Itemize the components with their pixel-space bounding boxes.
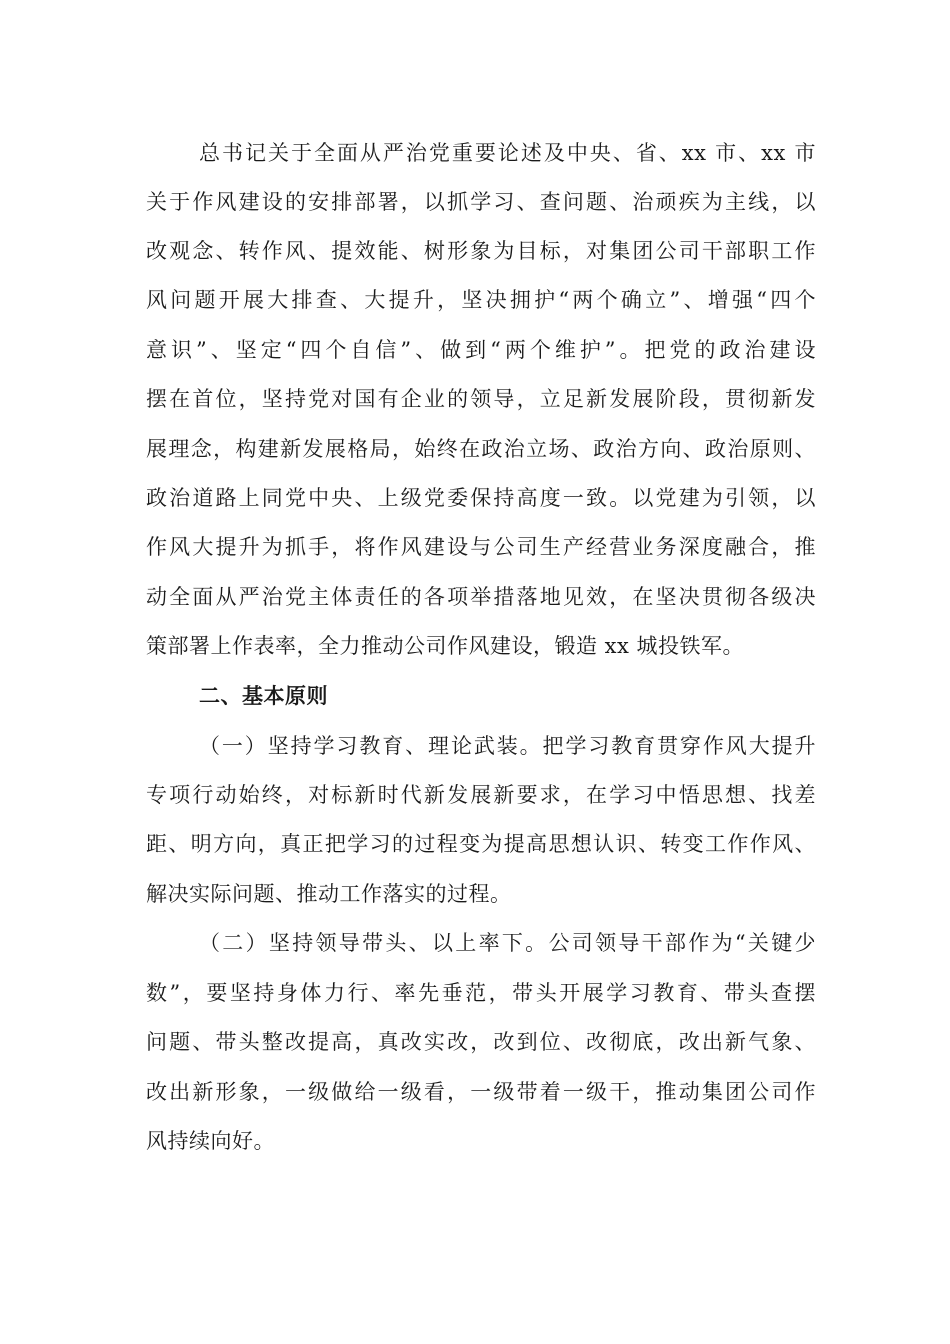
paragraph-1-line-11: 策部署上作表率，全力推动公司作风建设，锻造 xx 城投铁军。 [146,634,745,658]
paragraph-3-line-2: 数”，要坚持身体力行、率先垂范，带头开展学习教育、带头查摆 [146,981,816,1005]
paragraph-3-line-3: 问题、带头整改提高，真改实改，改到位、改彻底，改出新气象、 [146,1030,816,1054]
paragraph-1-line-9: 作风大提升为抓手，将作风建设与公司生产经营业务深度融合，推 [146,535,816,559]
paragraph-1-line-6: 摆在首位，坚持党对国有企业的领导，立足新发展阶段，贯彻新发 [146,387,816,411]
paragraph-2-line-3: 距、明方向，真正把学习的过程变为提高思想认识、转变工作作风、 [146,832,816,856]
paragraph-1-line-10: 动全面从严治党主体责任的各项举措落地见效，在坚决贯彻各级决 [146,585,816,609]
paragraph-3-line-4: 改出新形象，一级做给一级看，一级带着一级干，推动集团公司作 [146,1080,816,1104]
paragraph-1-line-1: 总书记关于全面从严治党重要论述及中央、省、xx 市、xx 市 [199,141,816,165]
paragraph-1-line-4: 风问题开展大排查、大提升，坚决拥护“两个确立”、增强“四个 [146,288,816,312]
paragraph-3-line-1: （二）坚持领导带头、以上率下。公司领导干部作为“关键少 [199,931,816,955]
paragraph-1-line-5: 意识”、坚定“四个自信”、做到“两个维护”。把党的政治建设 [146,338,816,362]
paragraph-1-line-8: 政治道路上同党中央、上级党委保持高度一致。以党建为引领，以 [146,486,816,510]
paragraph-2-line-4: 解决实际问题、推动工作落实的过程。 [146,882,512,906]
paragraph-2-line-2: 专项行动始终，对标新时代新发展新要求，在学习中悟思想、找差 [146,783,816,807]
paragraph-2-line-1: （一）坚持学习教育、理论武装。把学习教育贯穿作风大提升 [199,734,816,758]
paragraph-1-line-3: 改观念、转作风、提效能、树形象为目标，对集团公司干部职工作 [146,239,816,263]
paragraph-3-line-5: 风持续向好。 [146,1129,275,1153]
section-heading: 二、基本原则 [199,684,328,708]
paragraph-1-line-2: 关于作风建设的安排部署，以抓学习、查问题、治顽疾为主线，以 [146,190,816,214]
paragraph-1-line-7: 展理念，构建新发展格局，始终在政治立场、政治方向、政治原则、 [146,437,816,461]
